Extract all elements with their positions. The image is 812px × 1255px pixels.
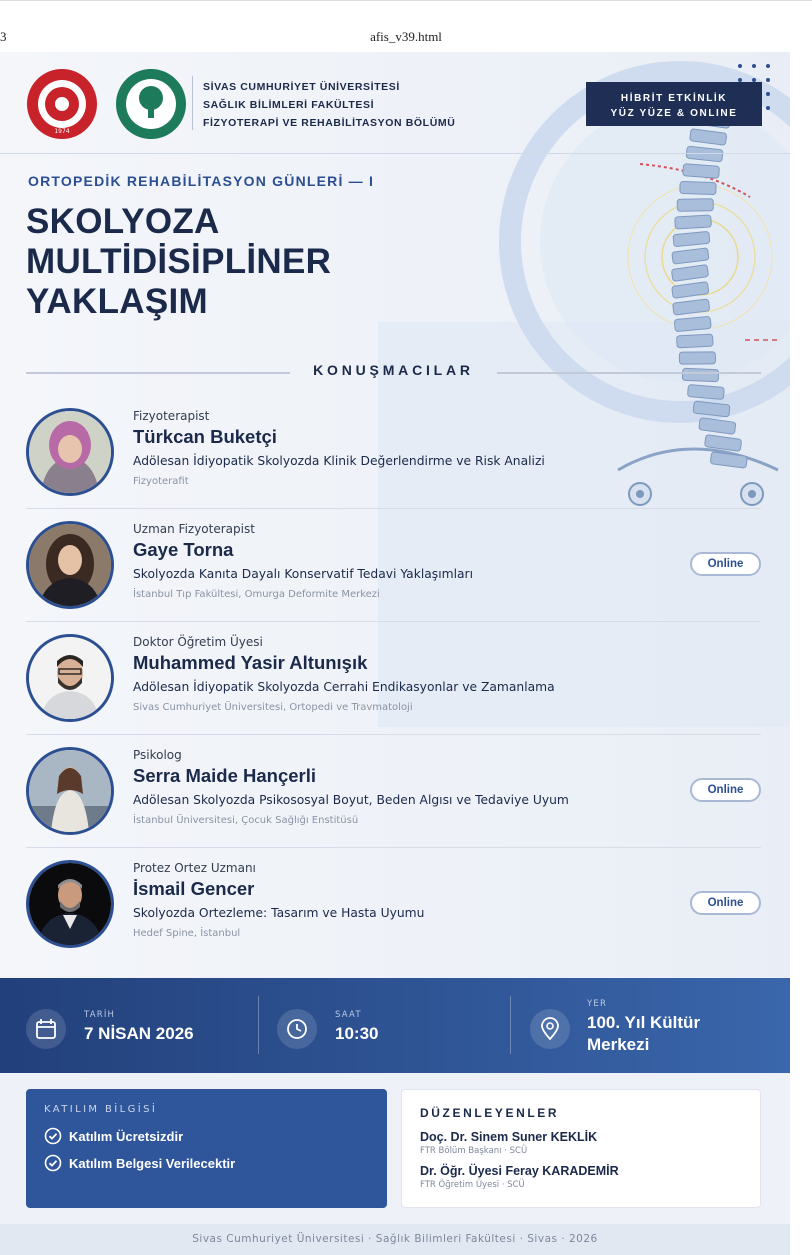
event-series: ORTOPEDİK REHABİLİTASYON GÜNLERİ — I [28, 173, 375, 189]
check-circle-icon [44, 1127, 62, 1145]
calendar-icon [26, 1009, 66, 1049]
header-rule [0, 153, 790, 154]
speaker-role: Doktor Öğretim Üyesi [133, 635, 263, 649]
speaker-role: Protez Ortez Uzmanı [133, 861, 256, 875]
organizers-heading: DÜZENLEYENLER [420, 1106, 560, 1120]
speaker-name: Muhammed Yasir Altunışık [133, 652, 368, 673]
speaker-affiliation: Sivas Cumhuriyet Üniversitesi, Ortopedi ve Travmatoloji [133, 702, 413, 713]
speaker-divider [26, 508, 761, 509]
poster [0, 52, 790, 1255]
institution-lines [203, 78, 455, 132]
organizer-name: Dr. Öğr. Üyesi Feray KARADEMİR [420, 1164, 619, 1178]
speaker-card [26, 408, 761, 521]
speaker-role: Uzman Fizyoterapist [133, 522, 255, 536]
speaker-topic: Adölesan İdiyopatik Skolyozda Cerrahi Endikasyonlar ve Zamanlama [133, 680, 555, 694]
event-info-bar [0, 978, 790, 1073]
speaker-affiliation: İstanbul Tıp Fakültesi, Omurga Deformite Merkezi [133, 589, 380, 600]
organizers-box [401, 1089, 761, 1208]
organizer-role: FTR Bölüm Başkanı · SCÜ [420, 1146, 528, 1156]
speaker-name: Gaye Torna [133, 539, 234, 560]
clock-icon [277, 1009, 317, 1049]
poster-footer: Sivas Cumhuriyet Üniversitesi · Sağlık Bilimleri Fakültesi · Sivas · 2026 [0, 1224, 790, 1255]
speaker-name: Türkcan Buketçi [133, 426, 277, 447]
browser-top-bar [0, 0, 812, 52]
info-divider [510, 996, 511, 1054]
online-badge: Online [690, 891, 761, 915]
speakers-heading [26, 362, 761, 384]
speaker-name: Serra Maide Hançerli [133, 765, 317, 786]
speaker-affiliation: İstanbul Üniversitesi, Çocuk Sağlığı Enstitüsü [133, 815, 359, 826]
participation-item-text: Katılım Ücretsizdir [69, 1129, 184, 1144]
location-pin-icon [530, 1009, 570, 1049]
badge-line-1: HİBRİT ETKİNLİK [620, 93, 728, 104]
online-badge: Online [690, 552, 761, 576]
organizer-role: FTR Öğretim Üyesi · SCÜ [420, 1180, 525, 1190]
title-line-2: MULTİDİSİPLİNER [26, 242, 332, 281]
left-edge-glyph: 3 [0, 29, 7, 44]
speakers-heading-label: KONUŞMACILAR [313, 362, 474, 378]
time-label: SAAT [335, 1010, 362, 1020]
participation-box [26, 1089, 387, 1208]
place-value-line-2: Merkezi [587, 1035, 650, 1054]
time-info [277, 978, 507, 1073]
badge-line-2: YÜZ YÜZE & ONLINE [610, 108, 738, 119]
speaker-card [26, 747, 761, 860]
place-info [530, 978, 770, 1073]
university-logo [26, 68, 98, 140]
place-value-line-1: 100. Yıl Kültür [587, 1013, 701, 1032]
online-badge: Online [690, 778, 761, 802]
speaker-photo [26, 860, 114, 948]
faculty-logo [115, 68, 187, 140]
title-line-3: YAKLAŞIM [26, 282, 208, 321]
event-title [26, 202, 331, 322]
place-label: YER [587, 999, 608, 1009]
department-name: FİZYOTERAPİ VE REHABİLİTASYON BÖLÜMÜ [203, 117, 456, 129]
check-circle-icon [44, 1154, 62, 1172]
speaker-divider [26, 621, 761, 622]
faculty-name: SAĞLIK BİLİMLERİ FAKÜLTESİ [203, 99, 375, 111]
speaker-photo [26, 634, 114, 722]
university-name: SİVAS CUMHURİYET ÜNİVERSİTESİ [203, 81, 400, 93]
participation-heading: KATILIM BİLGİSİ [44, 1104, 158, 1115]
speaker-role: Psikolog [133, 748, 182, 762]
time-value: 10:30 [335, 1024, 379, 1043]
file-name: afis_v39.html [370, 29, 442, 44]
participation-item [44, 1127, 183, 1145]
speaker-affiliation: Hedef Spine, İstanbul [133, 928, 241, 939]
speaker-photo [26, 408, 114, 496]
speaker-name: İsmail Gencer [133, 878, 255, 899]
date-info [26, 978, 256, 1073]
date-value: 7 NİSAN 2026 [84, 1024, 194, 1043]
speaker-photo [26, 747, 114, 835]
speaker-topic: Skolyozda Ortezleme: Tasarım ve Hasta Uyumu [133, 906, 425, 920]
speaker-card [26, 634, 761, 747]
hybrid-event-badge [586, 82, 762, 126]
speaker-card [26, 521, 761, 634]
speaker-topic: Adölesan Skolyozda Psikososyal Boyut, Beden Algısı ve Tedaviye Uyum [133, 793, 569, 807]
participation-item [44, 1154, 235, 1172]
speaker-topic: Adölesan İdiyopatik Skolyozda Klinik Değerlendirme ve Risk Analizi [133, 454, 545, 468]
date-label: TARİH [84, 1010, 116, 1020]
organizer-name: Doç. Dr. Sinem Suner KEKLİK [420, 1130, 598, 1144]
speaker-divider [26, 847, 761, 848]
header-divider [192, 76, 193, 130]
participation-item-text: Katılım Belgesi Verilecektir [69, 1156, 236, 1171]
speaker-photo [26, 521, 114, 609]
svg-text:1974: 1974 [54, 128, 70, 135]
speaker-divider [26, 734, 761, 735]
speaker-affiliation: Fizyoterafit [133, 476, 189, 487]
title-line-1: SKOLYOZA [26, 202, 220, 241]
speaker-topic: Skolyozda Kanıta Dayalı Konservatif Tedavi Yaklaşımları [133, 567, 474, 581]
info-divider [258, 996, 259, 1054]
speaker-role: Fizyoterapist [133, 409, 210, 423]
speaker-card [26, 860, 761, 973]
